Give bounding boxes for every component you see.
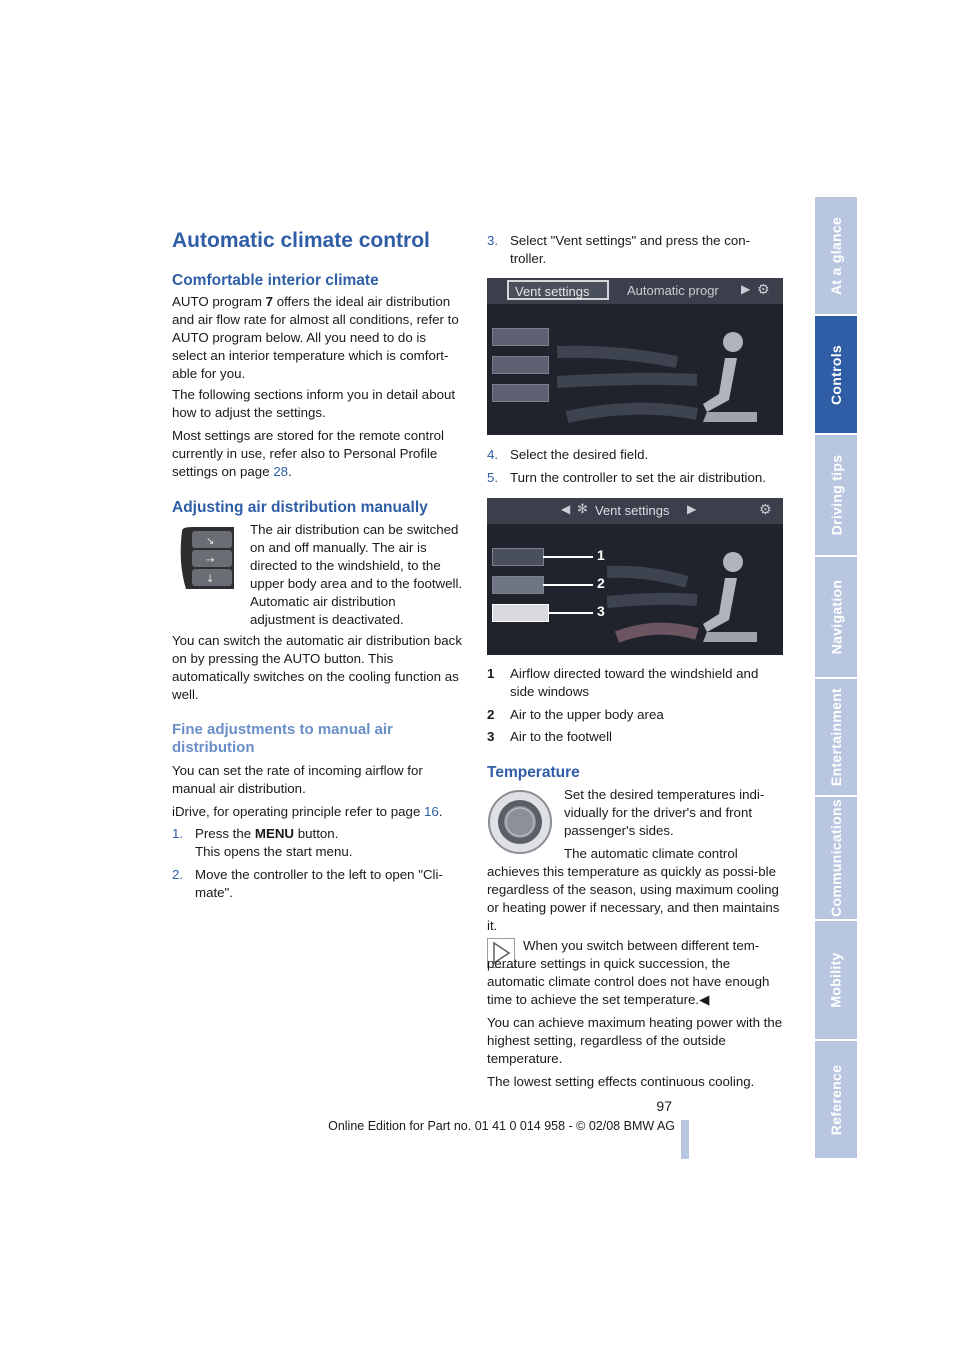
paragraph-auto-button: You can switch the automatic air distribution back on by pressing the AUTO button. This automatically switches on the cooling function as well.	[172, 633, 462, 702]
field-2[interactable]	[492, 576, 544, 594]
svg-text:↘︎: ↘︎	[206, 536, 215, 547]
tab-communications[interactable]: Communications	[815, 797, 857, 921]
tab-at-a-glance[interactable]: At a glance	[815, 197, 857, 316]
legend-item-2: 2 Air to the upper body area	[487, 707, 664, 722]
vent-settings-screen-2	[487, 498, 783, 655]
svg-text:↓: ↓	[206, 574, 215, 585]
page-title: Automatic climate control	[172, 229, 430, 252]
arrow-left-icon: ◀	[561, 502, 571, 516]
field-1[interactable]	[492, 548, 544, 566]
footer-accent-bar	[681, 1120, 689, 1159]
tab-entertainment[interactable]: Entertainment	[815, 679, 857, 797]
svg-text:→: →	[206, 555, 215, 566]
paragraph-lowest-setting: The lowest setting effects continuous cooling.	[487, 1074, 755, 1089]
paragraph-sections-info: The following sections inform you in detail about how to adjust the settings.	[172, 387, 456, 420]
callout-3: 3	[597, 603, 605, 619]
step-2: 2. Move the controller to the left to open "Cli-mate".	[172, 867, 443, 900]
chapter-sidebar	[815, 197, 857, 1160]
paragraph-note-succession: When you switch between different tem-perature settings in quick succession, the automatic climate control does not have enough time to achieve the set temperature.◀	[487, 938, 770, 1007]
legend-item-3: 3 Air to the footwell	[487, 729, 612, 744]
settings-icon-2: ⚙	[759, 501, 772, 517]
page-link-28[interactable]: 28	[273, 464, 289, 479]
field-3-selected[interactable]	[492, 604, 549, 622]
seat-airflow-icon-2	[607, 542, 777, 652]
heading-fine-adjustments: Fine adjustments to manual air distribution	[172, 721, 393, 756]
paragraph-airflow-rate: You can set the rate of incoming airflow for manual air distribution.	[172, 763, 423, 796]
tab-driving-tips[interactable]: Driving tips	[815, 435, 857, 557]
heading-comfortable-climate: Comfortable interior climate	[172, 272, 379, 289]
paragraph-set-temperature: Set the desired temperatures indi-vidually for the driver's and front passenger's sides.	[564, 787, 765, 838]
tab-vent-settings[interactable]: Vent settings	[507, 280, 609, 300]
footer-edition: Online Edition for Part no. 01 41 0 014 958 - © 02/08 BMW AG	[328, 1119, 675, 1133]
callout-line-1	[543, 556, 593, 558]
tab-automatic-program[interactable]: Automatic progr	[627, 283, 719, 298]
seat-airflow-icon	[557, 322, 777, 432]
step-1: 1. Press the MENU button. This opens the start menu.	[172, 826, 353, 859]
callout-line-2	[543, 584, 593, 586]
paragraph-manual-switch: The air distribution can be switched on and off manually. The air is directed to the windshield, to the upper body area and to the footwell. Automatic air distribution adjustment is deactivated.	[250, 522, 463, 627]
tab-reference[interactable]: Reference	[815, 1041, 857, 1160]
paragraph-idrive: iDrive, for operating principle refer to page 16.	[172, 804, 443, 819]
step-3: 3. Select "Vent settings" and press the con-troller.	[487, 233, 751, 266]
fan-icon: ✻	[577, 501, 588, 516]
field-windshield[interactable]	[492, 328, 549, 346]
paragraph-max-heating: You can achieve maximum heating power with the highest setting, regardless of the outside temperature.	[487, 1015, 783, 1066]
paragraph-auto-program: AUTO program 7 offers the ideal air distribution and air flow rate for almost all conditions, refer to AUTO program below. All you need to do is select an interior temperature which is comfort-able for you.	[172, 294, 459, 381]
field-upper-body[interactable]	[492, 356, 549, 374]
screen-title-vent-settings: Vent settings	[595, 503, 670, 518]
callout-1: 1	[597, 547, 605, 563]
tab-controls[interactable]: Controls	[815, 316, 857, 435]
callout-2: 2	[597, 575, 605, 591]
arrow-right-icon: ▶	[741, 282, 751, 296]
page-link-16[interactable]: 16	[424, 804, 439, 819]
paragraph-settings-stored: Most settings are stored for the remote control currently in use, refer also to Personal Profile settings on page 28.	[172, 428, 444, 479]
legend-item-1: 1 Airflow directed toward the windshield and side windows	[487, 666, 759, 699]
callout-line-3	[549, 612, 593, 614]
paragraph-climate-achieves: The automatic climate control achieves this temperature as quickly as possi-ble regardless of the season, using maximum cooling or heating power if necessary, and then maintains it.	[487, 846, 780, 933]
field-footwell[interactable]	[492, 384, 549, 402]
step-5: 5. Turn the controller to set the air distribution.	[487, 470, 766, 485]
arrow-right-icon-2: ▶	[687, 502, 697, 516]
step-4: 4. Select the desired field.	[487, 447, 649, 462]
heading-air-distribution-manual: Adjusting air distribution manually	[172, 499, 428, 516]
tab-navigation[interactable]: Navigation	[815, 557, 857, 679]
settings-icon: ⚙	[757, 281, 770, 297]
tab-mobility[interactable]: Mobility	[815, 921, 857, 1041]
vent-settings-screen-1	[487, 278, 783, 435]
page-number: 97	[656, 1098, 672, 1114]
heading-temperature: Temperature	[487, 764, 580, 781]
